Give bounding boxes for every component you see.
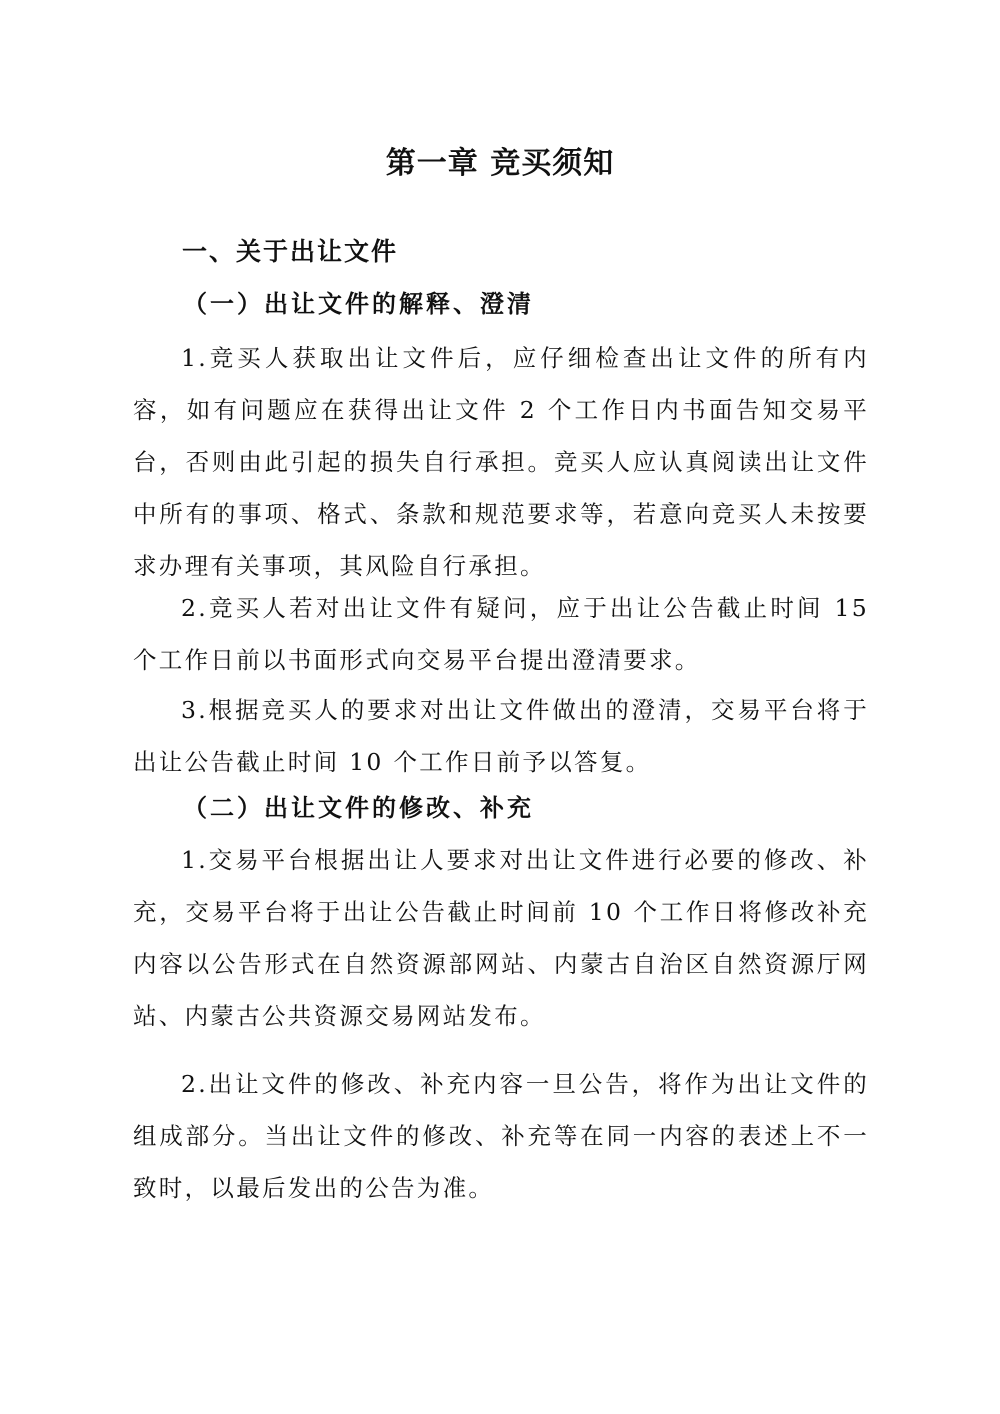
paragraph-1-2: 2.竞买人若对出让文件有疑问，应于出让公告截止时间 15 个工作日前以书面形式向交易平台提出澄清要求。	[133, 594, 869, 674]
paragraph-1-1: 1.竞买人获取出让文件后，应仔细检查出让文件的所有内容，如有问题应在获得出让文件 2 个工作日内书面告知交易平台，否则由此引起的损失自行承担。竞买人应认真阅读出让文件中所有的事项、格式、条款和规范要求等，若意向竞买人未按要求办理有关事项，其风险自行承担。	[133, 344, 869, 580]
paragraph-2-1: 1.交易平台根据出让人要求对出让文件进行必要的修改、补充，交易平台将于出让公告截止时间前 10 个工作日将修改补充内容以公告形式在自然资源部网站、内蒙古自治区自然资源厅网站、内蒙古公共资源交易网站发布。	[133, 846, 869, 1030]
paragraph-2-2: 2.出让文件的修改、补充内容一旦公告，将作为出让文件的组成部分。当出让文件的修改、补充等在同一内容的表述上不一致时，以最后发出的公告为准。	[133, 1070, 869, 1202]
subsection-heading-amendment: （二）出让文件的修改、补充	[183, 793, 534, 822]
chapter-title: 第一章 竞买须知	[385, 146, 615, 181]
paragraph-1-3: 3.根据竞买人的要求对出让文件做出的澄清，交易平台将于出让公告截止时间 10 个工作日前予以答复。	[133, 696, 869, 776]
section-heading-about-documents: 一、关于出让文件	[182, 237, 399, 266]
subsection-heading-clarification: （一）出让文件的解释、澄清	[183, 289, 534, 318]
